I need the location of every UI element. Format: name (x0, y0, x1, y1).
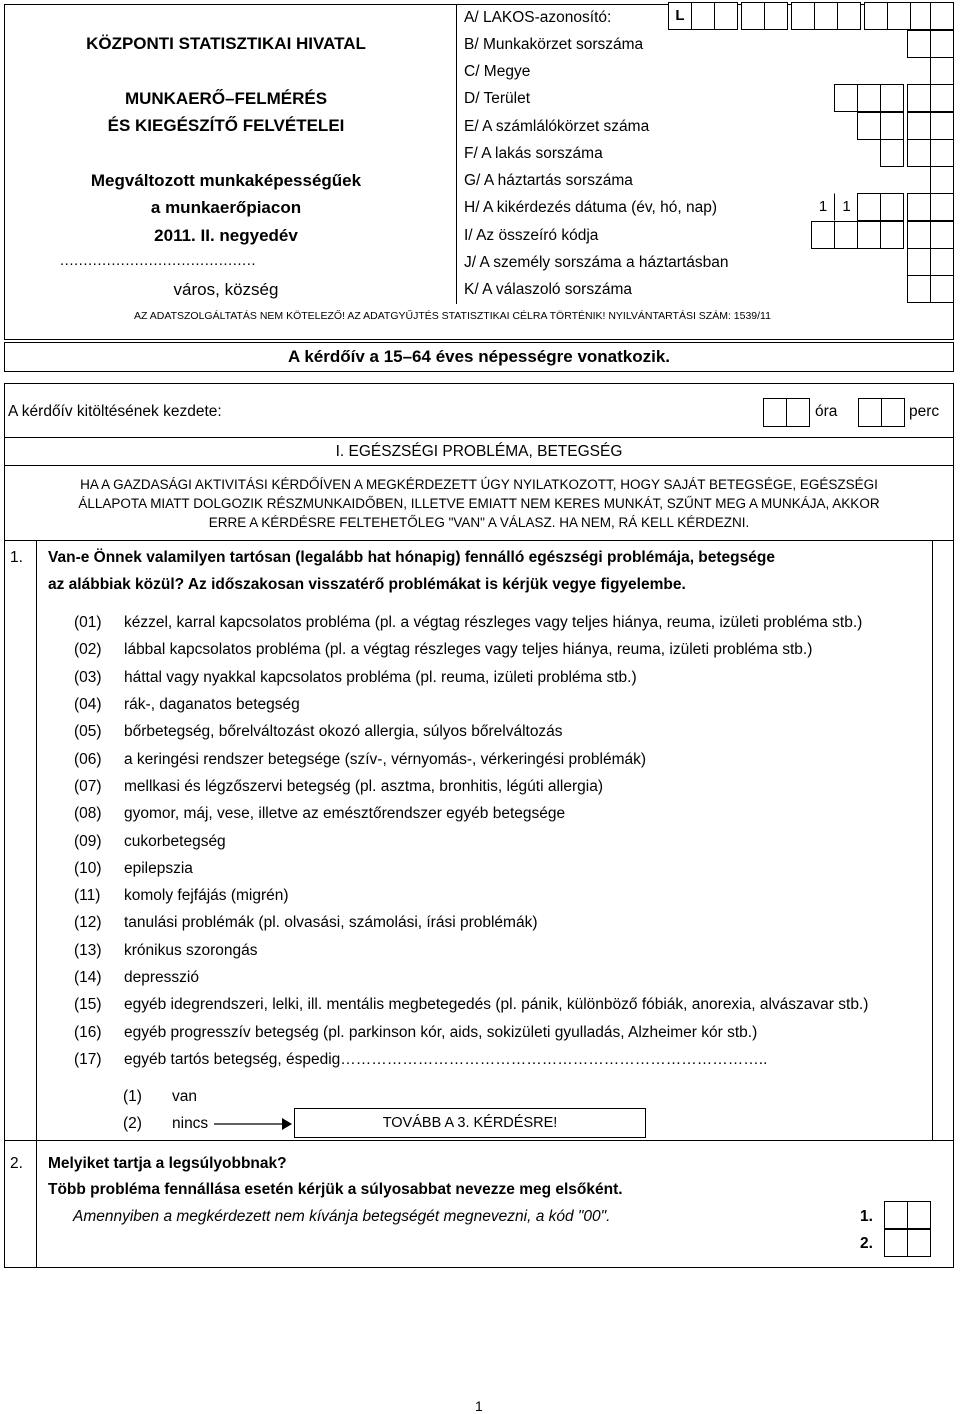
q2-text-line-2: Több probléma fennállása esetén kérjük a súlyosabbat nevezze meg elsőként. (48, 1181, 623, 1198)
valaszolo-cell[interactable] (907, 275, 931, 303)
q1-item-text[interactable]: epilepszia (124, 860, 193, 877)
q1-item-code: (04) (74, 696, 102, 713)
q1-item-text[interactable]: tanulási problémák (pl. olvasási, számolási, írási problémák) (124, 914, 538, 931)
q2-rule-top (4, 1140, 954, 1141)
szamlalokorzet-cell[interactable] (930, 112, 954, 140)
osszeiro-cell[interactable] (834, 221, 858, 249)
q2-second-cell[interactable] (907, 1229, 931, 1257)
instruction-line-3: ERRE A KÉRDÉSRE FELTEHETŐLEG "VAN" A VÁLASZ. HA NEM, RÁ KELL KÉRDEZNI. (208, 515, 750, 530)
valaszolo-cell[interactable] (930, 275, 954, 303)
topic-title-1: Megváltozott munkaképességűek (90, 171, 362, 190)
lakos-cell[interactable] (930, 2, 954, 30)
haztartas-cell[interactable] (930, 166, 954, 194)
period: 2011. II. negyedév (154, 226, 298, 245)
lakos-cell[interactable] (741, 2, 765, 30)
header-divider (456, 4, 457, 304)
row-k-label: K/ A válaszoló sorszáma (464, 281, 632, 298)
row-f-label: F/ A lakás sorszáma (464, 145, 603, 162)
start-minute-cell[interactable] (858, 398, 882, 427)
lakos-cell[interactable] (791, 2, 815, 30)
q2-number: 2. (10, 1155, 23, 1172)
answer-code-nincs: (2) (123, 1115, 142, 1132)
instruction-line-1: HA A GAZDASÁGI AKTIVITÁSI KÉRDŐÍVEN A MEGKÉRDEZETT ÚGY NYILATKOZOTT, HOGY SAJÁT BETEGSÉGE, EGÉSZSÉGI (80, 477, 878, 492)
office-name: KÖZPONTI STATISZTIKAI HIVATAL (86, 34, 366, 53)
q1-rule-top (4, 540, 954, 541)
date-year-cell[interactable]: 1 (834, 193, 858, 221)
q1-item-code: (14) (74, 969, 102, 986)
row-g-label: G/ A háztartás sorszáma (464, 172, 633, 189)
row-j-label: J/ A személy sorszáma a háztartásban (464, 254, 729, 271)
minute-label: perc (909, 403, 940, 420)
terulet-cell[interactable] (857, 84, 881, 112)
section-title: I. EGÉSZSÉGI PROBLÉMA, BETEGSÉG (335, 443, 623, 460)
date-month-cell[interactable] (880, 193, 904, 221)
szemely-cell[interactable] (907, 248, 931, 276)
q1-item-text[interactable]: depresszió (124, 969, 199, 986)
q1-text-line-2: az alábbiak közül? Az időszakosan visszatérő problémákat is kérjük vegye figyelembe. (48, 576, 686, 593)
q1-item-text[interactable]: egyéb progresszív betegség (pl. parkinson kór, aids, sokizületi gyulladás, Alzheimer kór stb.) (124, 1024, 758, 1041)
q1-item-text[interactable]: kézzel, karral kapcsolatos probléma (pl. a végtag részleges vagy teljes hiánya, reuma, izületi probléma stb.) (124, 614, 863, 631)
date-month-cell[interactable] (857, 193, 881, 221)
q1-item-code: (05) (74, 723, 102, 740)
q1-item-text[interactable]: bőrbetegség, bőrelváltozást okozó allergia, súlyos bőrelváltozás (124, 723, 563, 740)
answer-text-nincs[interactable]: nincs (172, 1115, 209, 1132)
szamlalokorzet-cell[interactable] (857, 112, 881, 140)
row-c-label: C/ Megye (464, 63, 531, 80)
lakos-cell[interactable] (864, 2, 888, 30)
q1-item-code: (12) (74, 914, 102, 931)
q1-item-code: (15) (74, 996, 102, 1013)
date-day-cell[interactable] (907, 193, 931, 221)
q1-item-text[interactable]: gyomor, máj, vese, illetve az emésztőrendszer egyéb betegsége (124, 805, 566, 822)
q1-item-text[interactable]: lábbal kapcsolatos probléma (pl. a végtag részleges vagy teljes hiánya, reuma, izületi probléma stb.) (124, 641, 813, 658)
skip-instruction: TOVÁBB A 3. KÉRDÉSRE! (382, 1115, 558, 1131)
survey-title-2: ÉS KIEGÉSZÍTŐ FELVÉTELEI (107, 116, 345, 135)
answer-column-divider (932, 540, 933, 1140)
lakas-cell[interactable] (880, 139, 904, 167)
lakos-cell[interactable] (691, 2, 715, 30)
lakos-cell[interactable] (837, 2, 861, 30)
lakas-cell[interactable] (907, 139, 931, 167)
place-label: város, község (173, 280, 279, 299)
q2-second-cell[interactable] (884, 1229, 908, 1257)
q1-item-text[interactable]: háttal vagy nyakkal kapcsolatos probléma (pl. reuma, izületi probléma stb.) (124, 669, 637, 686)
q1-item-code: (01) (74, 614, 102, 631)
osszeiro-cell[interactable] (930, 221, 954, 249)
q2-text-line-1: Melyiket tartja a legsúlyobbnak? (48, 1155, 287, 1172)
place-dots[interactable]: .......................................... (60, 252, 257, 269)
answer-text-van[interactable]: van (172, 1088, 197, 1105)
start-hour-cell[interactable] (763, 398, 787, 427)
szamlalokorzet-cell[interactable] (907, 112, 931, 140)
survey-title-1: MUNKAERŐ–FELMÉRÉS (124, 89, 328, 108)
number-column-divider (36, 540, 37, 1268)
szemely-cell[interactable] (930, 248, 954, 276)
row-a-label: A/ LAKOS-azonosító: (464, 9, 612, 26)
terulet-cell[interactable] (930, 84, 954, 112)
date-day-cell[interactable] (930, 193, 954, 221)
topic-title-2: a munkaerőpiacon (150, 198, 302, 217)
q1-item-code: (07) (74, 778, 102, 795)
q1-item-code: (10) (74, 860, 102, 877)
row-h-label: H/ A kikérdezés dátuma (év, hó, nap) (464, 199, 718, 216)
q1-item-text[interactable]: egyéb tartós betegség, éspedig……………………………………………………………………….. (124, 1051, 768, 1068)
terulet-cell[interactable] (834, 84, 858, 112)
row-e-label: E/ A számlálókörzet száma (464, 118, 650, 135)
date-year-cell[interactable]: 1 (811, 193, 835, 221)
row-b-label: B/ Munkakörzet sorszáma (464, 36, 644, 53)
lakas-cell[interactable] (930, 139, 954, 167)
q1-item-code: (09) (74, 833, 102, 850)
q1-item-text[interactable]: cukorbetegség (124, 833, 226, 850)
legal-notice: AZ ADATSZOLGÁLTATÁS NEM KÖTELEZŐ! AZ ADATGYŰJTÉS STATISZTIKAI CÉLRA TÖRTÉNIK! NYILVÁNTARTÁSI SZÁM: 1539/11 (134, 310, 771, 322)
munkakorzet-cell[interactable] (930, 30, 954, 58)
q1-number: 1. (10, 549, 23, 566)
row-d-label: D/ Terület (464, 90, 531, 107)
arrow-right-icon (214, 1116, 294, 1132)
q2-first-label: 1. (860, 1208, 873, 1225)
q1-item-code: (08) (74, 805, 102, 822)
hour-label: óra (815, 403, 838, 420)
q1-item-code: (06) (74, 751, 102, 768)
lakos-cell[interactable] (887, 2, 911, 30)
lakos-cell[interactable] (814, 2, 838, 30)
start-time-label: A kérdőív kitöltésének kezdete: (8, 403, 222, 420)
q1-item-code: (13) (74, 942, 102, 959)
lakos-cell[interactable] (714, 2, 738, 30)
lakos-cell[interactable] (764, 2, 788, 30)
start-minute-cell[interactable] (881, 398, 905, 427)
q1-item-text[interactable]: mellkasi és légzőszervi betegség (pl. asztma, bronhitis, légúti allergia) (124, 778, 603, 795)
osszeiro-cell[interactable] (811, 221, 835, 249)
scope-text: A kérdőív a 15–64 éves népességre vonatkozik. (287, 347, 671, 366)
lakos-prefix-cell: L (668, 2, 692, 30)
q1-item-code: (02) (74, 641, 102, 658)
q1-text-line-1: Van-e Önnek valamilyen tartósan (legalább hat hónapig) fennálló egészségi problémája, betegsége (48, 549, 775, 566)
section-rule-bottom (4, 465, 954, 466)
q1-item-code: (03) (74, 669, 102, 686)
megye-cell[interactable] (930, 57, 954, 85)
q1-item-code: (17) (74, 1051, 102, 1068)
start-hour-cell[interactable] (786, 398, 810, 427)
instruction-line-2: ÁLLAPOTA MIATT DOLGOZIK RÉSZMUNKAIDŐBEN, ILLETVE EMIATT NEM KERES MUNKÁT, SZŰNT MEG A MUNKÁJA, AKKOR (78, 496, 880, 511)
osszeiro-cell[interactable] (907, 221, 931, 249)
page-number: 1 (475, 1398, 483, 1414)
q2-text-line-3: Amennyiben a megkérdezett nem kívánja betegségét megnevezni, a kód "00". (73, 1208, 611, 1225)
q1-item-text[interactable]: rák-, daganatos betegség (124, 696, 300, 713)
terulet-cell[interactable] (907, 84, 931, 112)
q1-item-text[interactable]: krónikus szorongás (124, 942, 258, 959)
answer-code-van: (1) (123, 1088, 142, 1105)
q1-item-code: (11) (74, 887, 101, 904)
q1-item-text[interactable]: komoly fejfájás (migrén) (124, 887, 289, 904)
osszeiro-cell[interactable] (857, 221, 881, 249)
section-rule-top (4, 437, 954, 438)
osszeiro-cell[interactable] (880, 221, 904, 249)
terulet-cell[interactable] (880, 84, 904, 112)
q1-item-text[interactable]: egyéb idegrendszeri, lelki, ill. mentális megbetegedés (pl. pánik, különböző fóbiák, anorexia, alvászavar stb.) (124, 996, 869, 1013)
q1-item-code: (16) (74, 1024, 102, 1041)
q2-first-cell[interactable] (884, 1201, 908, 1229)
szamlalokorzet-cell[interactable] (880, 112, 904, 140)
munkakorzet-cell[interactable] (907, 30, 931, 58)
row-i-label: I/ Az összeíró kódja (464, 227, 599, 244)
q2-second-label: 2. (860, 1235, 873, 1252)
q1-item-text[interactable]: a keringési rendszer betegsége (szív-, vérnyomás-, vérkeringési problémák) (124, 751, 647, 768)
q2-first-cell[interactable] (907, 1201, 931, 1229)
